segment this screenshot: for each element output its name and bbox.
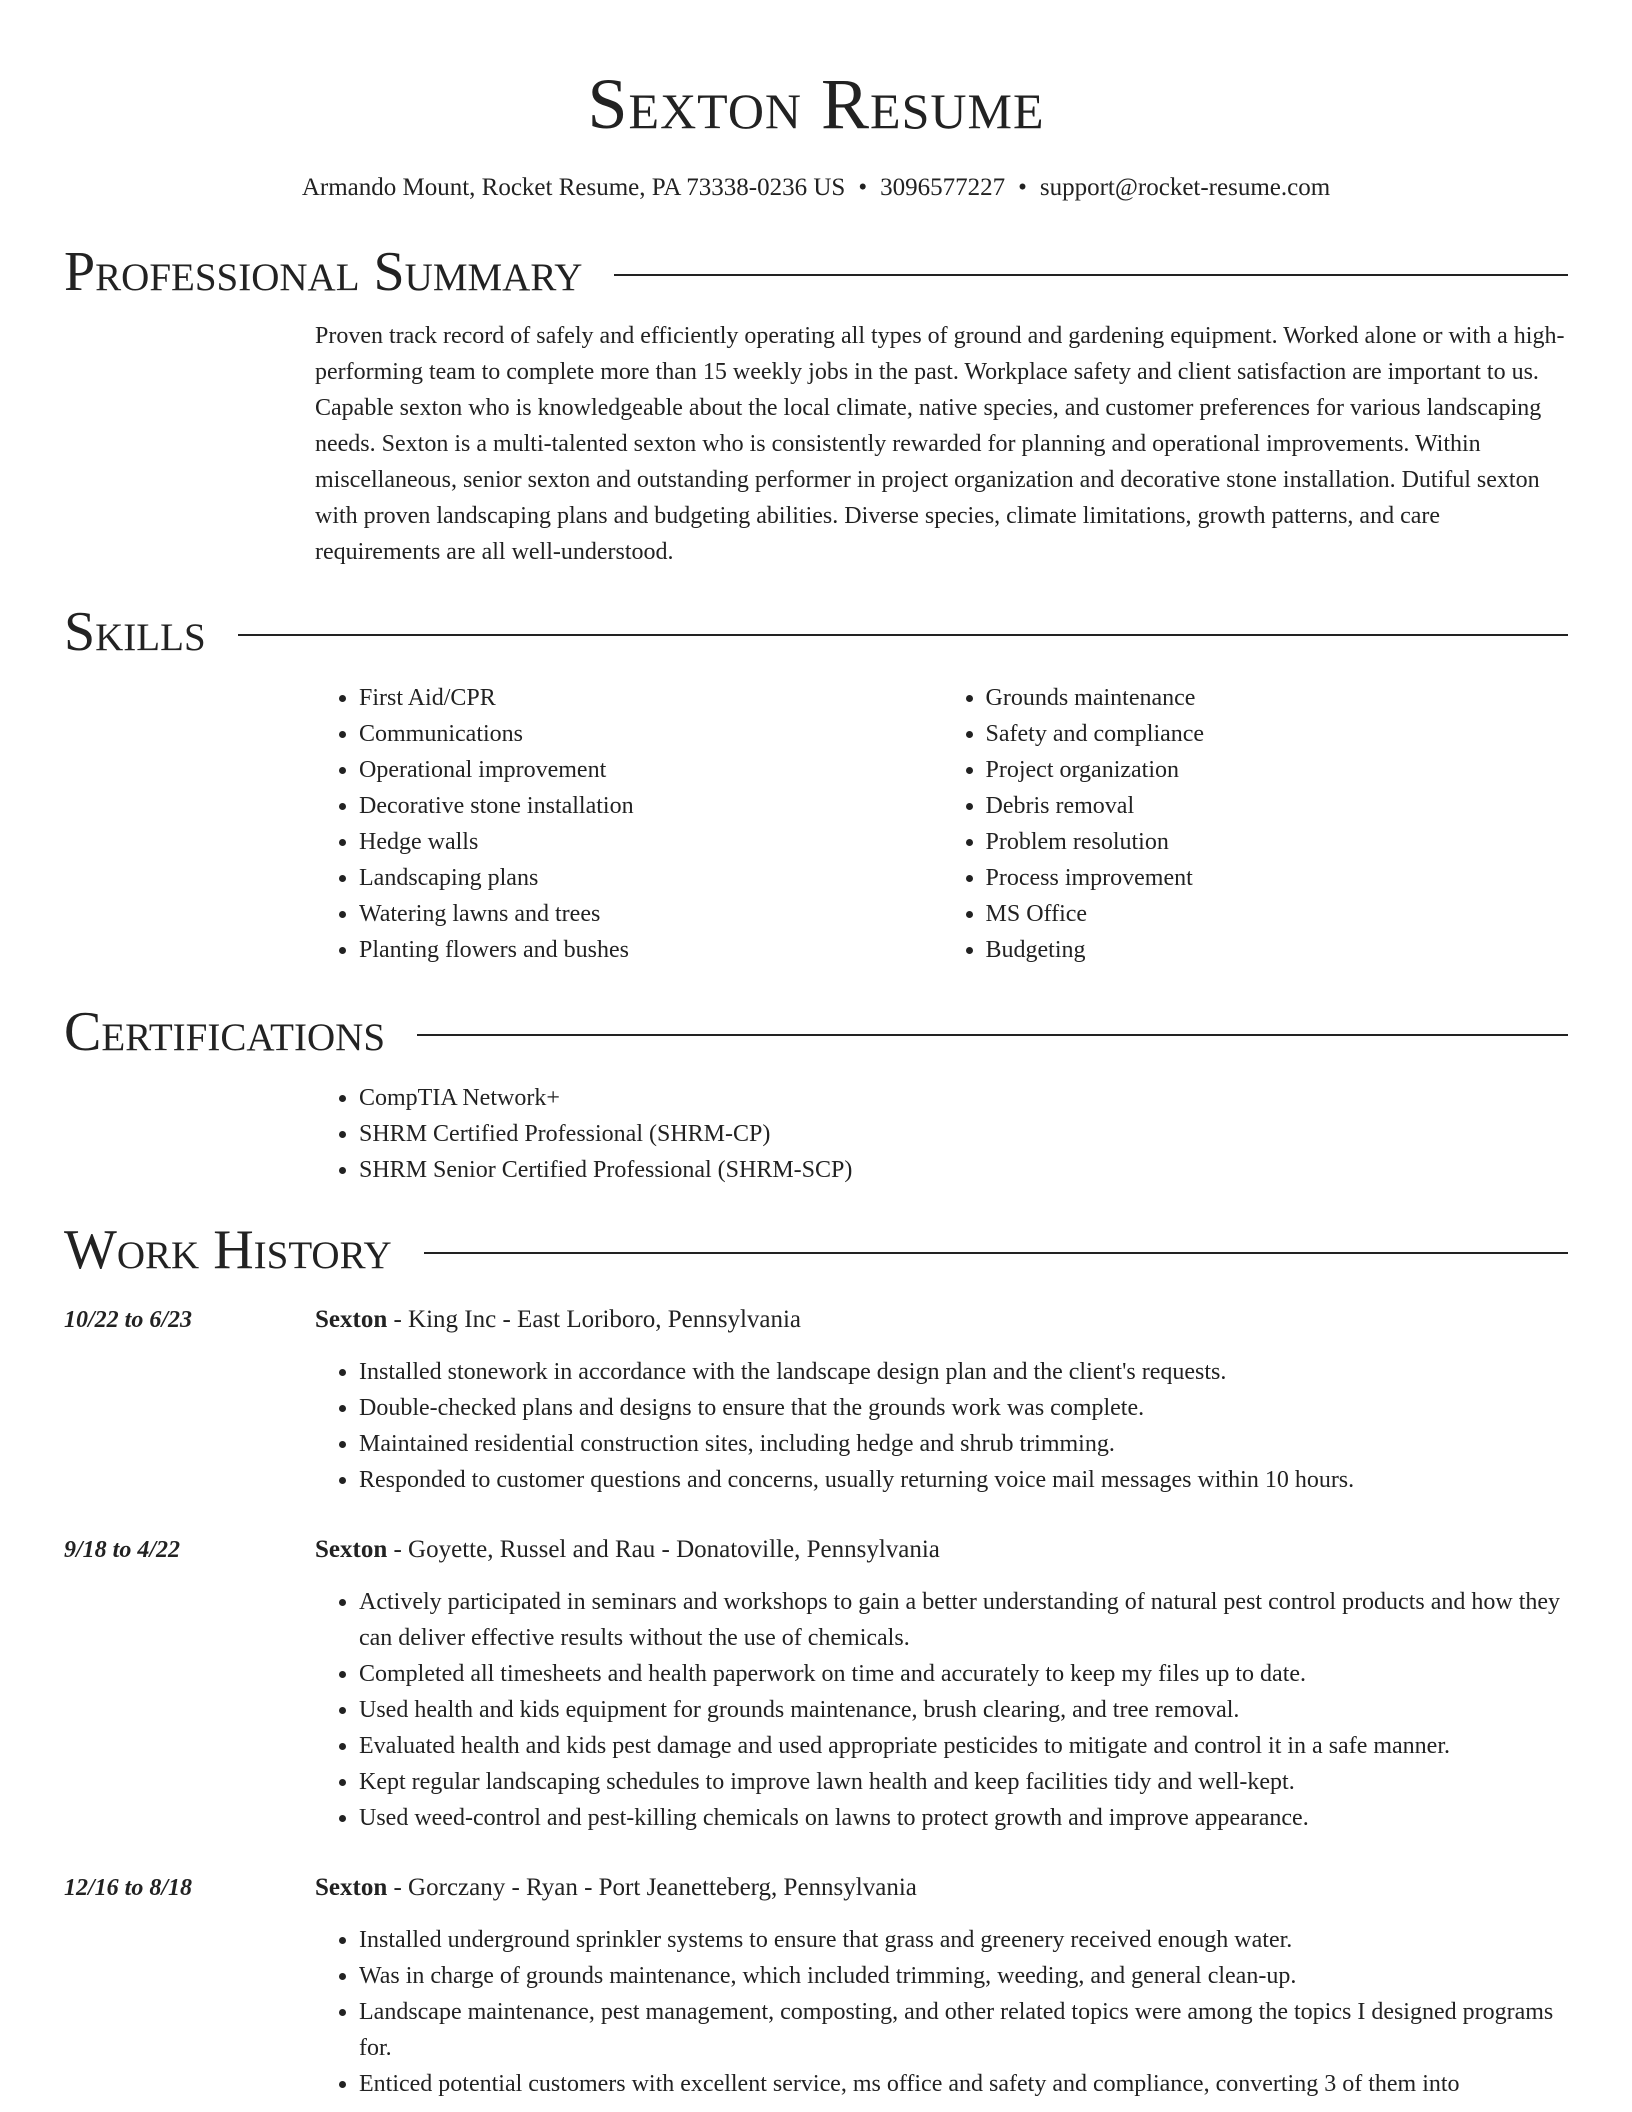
job-bullets [315,1354,1568,1498]
section-divider [614,274,1568,276]
certifications-section-header [64,1000,1568,1064]
skill-item: • Debris removal [986,788,1569,824]
section-divider [238,634,1568,636]
skills-list-left [315,680,942,968]
job-bullet: • Used weed-control and pest-killing chemicals on lawns to protect growth and improve appearance. [359,1800,1568,1836]
job-entry [64,1870,1568,2102]
summary-text: Proven track record of safely and efficiently operating all types of ground and gardening equipment. Worked alone or with a high-performing team to complete more than 15 weekly jobs in the past. Workplace safety and client satisfaction are important to us. Capable sexton who is knowledgeable about the local climate, native species, and customer preferences for various landscaping needs. Sexton is a multi-talented sexton who is consistently rewarded for planning and operational improvements. Within miscellaneous, senior sexton and outstanding performer in project organization and decorative stone installation. Dutiful sexton with proven landscaping plans and budgeting abilities. Diverse species, climate limitations, growth patterns, and care requirements are all well-understood. [315,323,1565,565]
skill-item: • Problem resolution [986,824,1569,860]
skill-item: • Watering lawns and trees [359,896,942,932]
job-bullet: • Used health and kids equipment for grounds maintenance, brush clearing, and tree removal. [359,1692,1568,1728]
skill-item: • Operational improvement [359,752,942,788]
skill-item: • MS Office [986,896,1569,932]
certification-item: • CompTIA Network+ [359,1080,1568,1116]
skill-item: • Project organization [986,752,1569,788]
skill-item: • Hedge walls [359,824,942,860]
job-role: Sexton [315,1874,388,1901]
job-title-line [315,1302,1568,1338]
work-section-header [64,1218,1568,1282]
job-dates: 12/16 to 8/18 [64,1875,193,1901]
contact-phone: 3096577227 [880,174,1006,201]
contact-separator: • [1018,174,1027,201]
job-entry [64,1302,1568,1498]
job-role: Sexton [315,1536,388,1563]
skill-item: • First Aid/CPR [359,680,942,716]
job-bullets [315,1922,1568,2102]
job-entry [64,1532,1568,1836]
job-bullet: • Evaluated health and kids pest damage and used appropriate pesticides to mitigate and control it in a safe manner. [359,1728,1568,1764]
skills-section-title: Skills [64,601,206,663]
job-bullet: • Double-checked plans and designs to ensure that the grounds work was complete. [359,1390,1568,1426]
job-role: Sexton [315,1306,388,1333]
summary-section-body [315,318,1568,570]
section-divider [424,1252,1568,1254]
skill-item: • Budgeting [986,932,1569,968]
certifications-list [315,1080,1568,1188]
contact-email: support@rocket-resume.com [1039,174,1331,201]
skill-item: • Decorative stone installation [359,788,942,824]
job-company: - Gorczany - Ryan - Port Jeanetteberg, Pennsylvania [387,1874,917,1901]
job-bullet: • Was in charge of grounds maintenance, which included trimming, weeding, and general clean-up. [359,1958,1568,1994]
summary-section-header [64,240,1568,304]
job-bullet: • Installed underground sprinkler systems to ensure that grass and greenery received enough water. [359,1922,1568,1958]
job-bullet: • Actively participated in seminars and workshops to gain a better understanding of natural pest control products and how they can deliver effective results without the use of chemicals. [359,1584,1568,1656]
job-bullet: • Enticed potential customers with excellent service, ms office and safety and compliance, converting 3 of them into [359,2066,1568,2102]
certifications-section-body [315,1080,1568,1188]
skill-item: • Process improvement [986,860,1569,896]
work-section-title: Work History [64,1219,392,1281]
job-bullet: • Maintained residential construction sites, including hedge and shrub trimming. [359,1426,1568,1462]
summary-section-title: Professional Summary [64,241,583,303]
job-bullet: • Kept regular landscaping schedules to improve lawn health and keep facilities tidy and well-kept. [359,1764,1568,1800]
job-bullet: • Completed all timesheets and health paperwork on time and accurately to keep my files up to date. [359,1656,1568,1692]
job-dates: 9/18 to 4/22 [64,1537,181,1563]
certifications-section-title: Certifications [64,1001,386,1063]
job-title-line [315,1532,1568,1568]
certification-item: • SHRM Certified Professional (SHRM-CP) [359,1116,1568,1152]
skills-grid [315,680,1568,968]
job-company: - Goyette, Russel and Rau - Donatoville, Pennsylvania [387,1536,940,1563]
section-divider [417,1034,1568,1036]
resume-title: Sexton Resume [587,64,1045,144]
skills-section-body [315,680,1568,968]
resume-page [64,0,1568,2102]
job-main [315,1532,1568,1836]
skill-item: • Planting flowers and bushes [359,932,942,968]
skills-section-header [64,600,1568,664]
job-main [315,1302,1568,1498]
certification-item: • SHRM Senior Certified Professional (SHRM-SCP) [359,1152,1568,1188]
skill-item: • Safety and compliance [986,716,1569,752]
job-title-line [315,1870,1568,1906]
job-bullet: • Responded to customer questions and concerns, usually returning voice mail messages within 10 hours. [359,1462,1568,1498]
job-bullet: • Installed stonework in accordance with the landscape design plan and the client's requests. [359,1354,1568,1390]
skill-item: • Landscaping plans [359,860,942,896]
skills-list-right [942,680,1569,968]
contact-address: Armando Mount, Rocket Resume, PA 73338-0236 US [301,174,846,201]
job-company: - King Inc - East Loriboro, Pennsylvania [387,1306,802,1333]
contact-separator: • [858,174,868,201]
job-bullet: • Landscape maintenance, pest management, composting, and other related topics were among the topics I designed programs for. [359,1994,1568,2066]
job-dates: 10/22 to 6/23 [64,1307,193,1333]
job-bullets [315,1584,1568,1836]
skill-item: • Communications [359,716,942,752]
contact-line [64,170,1568,206]
skill-item: • Grounds maintenance [986,680,1569,716]
job-main [315,1870,1568,2102]
